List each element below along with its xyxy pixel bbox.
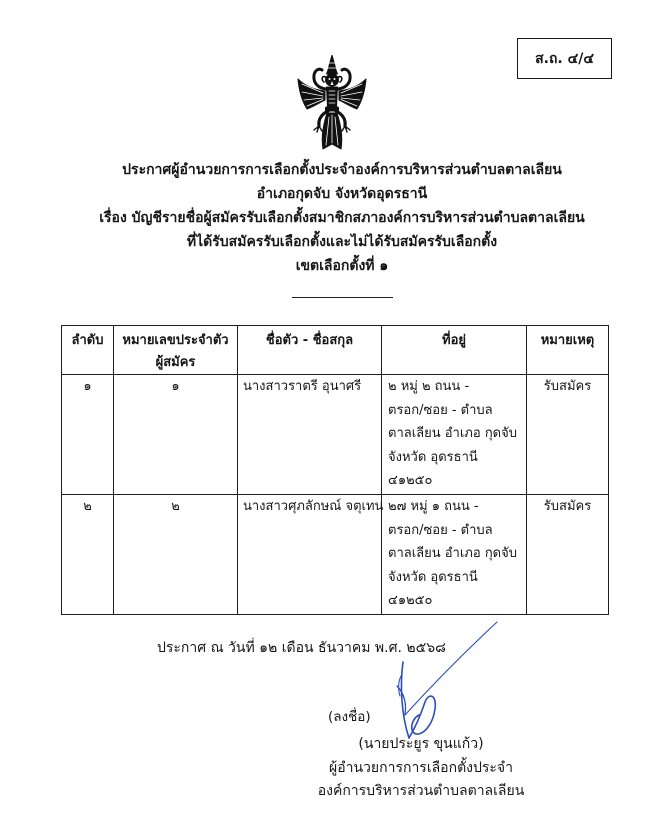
header-line-constituency: เขตเลือกตั้งที่ ๑ <box>295 258 389 274</box>
address-line: จังหวัด อุดรธานี <box>388 569 478 585</box>
column-header-label: หมายเลขประจำตัว <box>122 333 229 348</box>
form-code: ส.ถ. ๔/๔ <box>535 50 594 67</box>
cell-candidate-number: ๒ <box>114 495 238 615</box>
cell-order: ๒ <box>62 495 114 615</box>
cell-address <box>382 495 527 615</box>
sign-label: (ลงชื่อ) <box>328 709 371 725</box>
cell-candidate-number: ๑ <box>114 375 238 495</box>
address-line: ตาลเลียน อำเภอ กุดจับ <box>388 546 517 562</box>
column-header-label: ลำดับ <box>71 333 104 348</box>
column-header-candidate-number <box>114 326 238 375</box>
column-header-label: หมายเหตุ <box>540 333 595 348</box>
address-line: ๒๗ หมู่ ๑ ถนน - <box>388 499 479 514</box>
handwritten-signature <box>392 616 504 746</box>
table-header-row <box>62 326 609 375</box>
column-header-label: ชื่อตัว - ชื่อสกุล <box>265 333 354 348</box>
address-line: ๒ หมู่ ๒ ถนน - <box>388 379 470 394</box>
column-header-label: ที่อยู่ <box>442 333 466 348</box>
signer-title-line: องค์การบริหารส่วนตำบลตาลเลียน <box>317 783 525 799</box>
cell-address <box>382 375 527 495</box>
header-line-subject-cont: ที่ได้รับสมัครรับเลือกตั้งและไม่ได้รับสมัครรับเลือกตั้ง <box>186 234 498 250</box>
address-line: ๔๑๒๕๐ <box>388 593 433 609</box>
form-code-box <box>517 38 612 79</box>
address-line: ตรอก/ซอย - ตำบล <box>388 402 493 418</box>
header-line-title: ประกาศผู้อำนวยการการเลือกตั้งประจำองค์การบริหารส่วนตำบลตาลเลียน <box>122 162 562 178</box>
cell-order: ๑ <box>62 375 114 495</box>
signer-title-line: ผู้อำนวยการการเลือกตั้งประจำ <box>329 759 513 776</box>
header-line-subject: เรื่อง บัญชีรายชื่อผู้สมัครรับเลือกตั้งสมาชิกสภาองค์การบริหารส่วนตำบลตาลเลียน <box>99 210 585 226</box>
header-divider <box>292 297 393 298</box>
signer-block <box>291 733 551 804</box>
column-header-remark <box>527 326 609 375</box>
table-row <box>62 375 609 495</box>
column-header-name <box>238 326 382 375</box>
cell-name: นางสาวราตรี อุนาศรี <box>238 375 382 495</box>
signer-name: (นายประยูร ขุนแก้ว) <box>358 736 484 752</box>
cell-name: นางสาวศุภลักษณ์ จตุเทน <box>238 495 382 615</box>
garuda-emblem-icon <box>296 55 368 151</box>
announcement-header <box>42 158 642 278</box>
address-line: ตรอก/ซอย - ตำบล <box>388 522 493 538</box>
address-line: ตาลเลียน อำเภอ กุดจับ <box>388 426 517 442</box>
column-header-order <box>62 326 114 375</box>
announcement-date: ประกาศ ณ วันที่ ๑๒ เดือน ธันวาคม พ.ศ. ๒๕๖๘ <box>157 640 446 656</box>
candidate-table <box>61 325 609 615</box>
column-header-label-line2: ผู้สมัคร <box>155 355 196 370</box>
table-row <box>62 495 609 615</box>
column-header-address <box>382 326 527 375</box>
address-line: จังหวัด อุดรธานี <box>388 449 478 465</box>
cell-remark: รับสมัคร <box>527 375 609 495</box>
address-line: ๔๑๒๕๐ <box>388 473 433 489</box>
header-line-district: อำเภอกุดจับ จังหวัดอุดรธานี <box>256 186 428 202</box>
cell-remark: รับสมัคร <box>527 495 609 615</box>
